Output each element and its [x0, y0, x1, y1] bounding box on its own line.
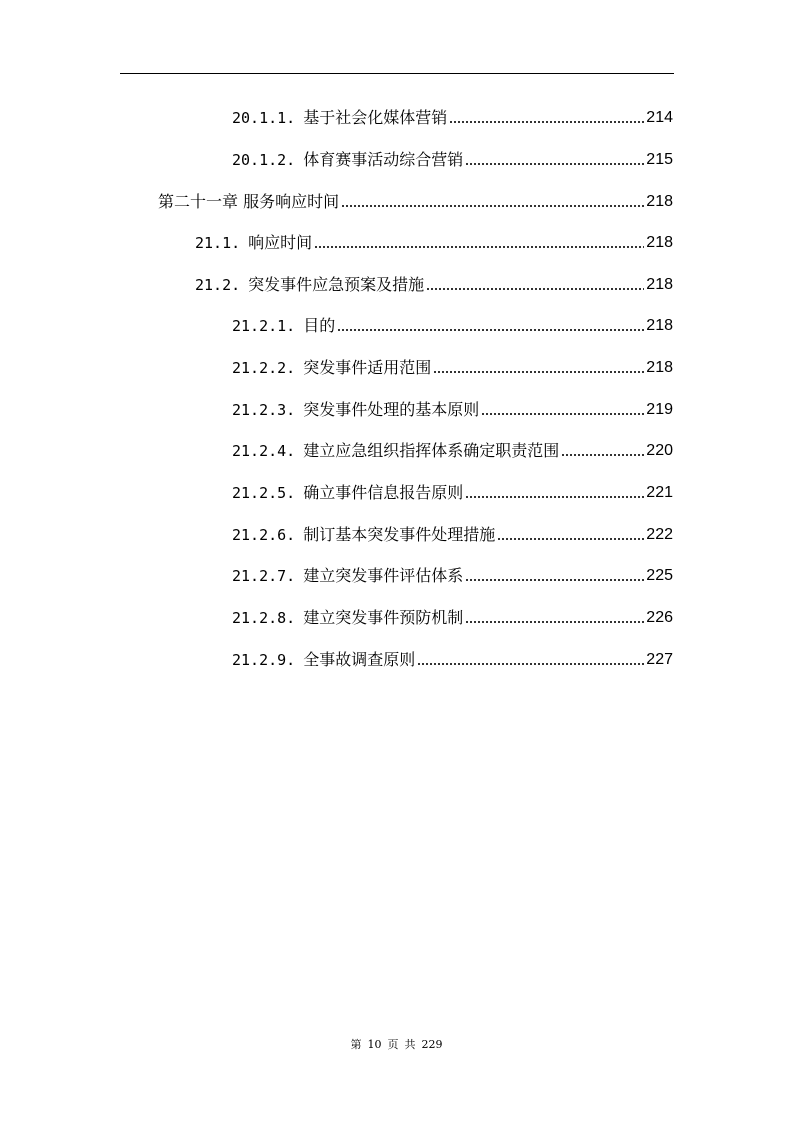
toc-entry-page: 218 — [646, 276, 673, 293]
footer-current-page: 10 — [367, 1038, 382, 1051]
dot-leader — [314, 245, 644, 249]
toc-entry-title: 制订基本突发事件处理措施 — [303, 525, 496, 544]
toc-entry-title: 响应时间 — [248, 233, 313, 252]
footer-total-pages: 229 — [421, 1038, 443, 1051]
toc-entry-title: 确立事件信息报告原则 — [303, 483, 464, 502]
footer-prefix: 第 — [350, 1038, 362, 1051]
toc-entry-number: 21.2.9. — [232, 651, 296, 669]
dot-leader — [417, 662, 644, 666]
toc-entry-number: 20.1.1. — [232, 109, 296, 127]
footer-page-word: 页 — [387, 1038, 399, 1051]
toc-entry-chapter-21[interactable] — [158, 188, 673, 212]
dot-leader — [481, 412, 644, 416]
toc-entry-title: 目的 — [303, 316, 336, 335]
dot-leader — [337, 328, 644, 332]
toc-entry-title: 体育赛事活动综合营销 — [303, 150, 464, 169]
toc-entry-page: 218 — [646, 359, 673, 376]
toc-entry-page: 225 — [646, 567, 673, 584]
dot-leader — [465, 620, 644, 624]
toc-entry-page: 219 — [646, 401, 673, 418]
toc-entry-title: 突发事件适用范围 — [303, 358, 432, 377]
toc-entry-page: 222 — [646, 526, 673, 543]
toc-entry-number: 21.1. — [195, 234, 241, 252]
toc-entry-title: 全事故调查原则 — [303, 650, 416, 669]
toc-entry-page: 221 — [646, 484, 673, 501]
toc-entry-number: 21.2.6. — [232, 526, 296, 544]
toc-entry-title: 建立突发事件评估体系 — [303, 566, 464, 585]
dot-leader — [561, 453, 644, 457]
toc-entry-number: 21.2.8. — [232, 609, 296, 627]
toc-entry-20-1-1[interactable] — [232, 104, 673, 128]
toc-entry-21-2-4[interactable] — [232, 437, 673, 461]
toc-entry-page: 227 — [646, 651, 673, 668]
toc-entry-title: 建立突发事件预防机制 — [303, 608, 464, 627]
toc-entry-page: 226 — [646, 609, 673, 626]
toc-entry-title: 突发事件处理的基本原则 — [303, 400, 480, 419]
toc-entry-page: 218 — [646, 234, 673, 251]
footer-total-word: 共 — [404, 1038, 416, 1051]
toc-entry-21-2[interactable] — [195, 271, 673, 295]
toc-entry-title: 建立应急组织指挥体系确定职责范围 — [303, 441, 560, 460]
dot-leader — [497, 537, 644, 541]
toc-entry-number: 21.2.4. — [232, 442, 296, 460]
toc-entry-number: 21.2.7. — [232, 567, 296, 585]
toc-entry-page: 220 — [646, 442, 673, 459]
toc-entry-21-2-8[interactable] — [232, 604, 673, 628]
dot-leader — [465, 495, 644, 499]
toc-entry-page: 215 — [646, 151, 673, 168]
toc-entry-page: 218 — [646, 317, 673, 334]
toc-entry-title: 突发事件应急预案及措施 — [248, 275, 425, 294]
toc-entry-page: 218 — [646, 193, 673, 210]
dot-leader — [449, 120, 644, 124]
toc-entry-21-2-7[interactable] — [232, 562, 673, 586]
dot-leader — [341, 204, 644, 208]
toc-entry-21-2-6[interactable] — [232, 521, 673, 545]
toc-entry-21-2-1[interactable] — [232, 312, 673, 336]
toc-entry-number: 21.2.1. — [232, 317, 296, 335]
page-footer — [0, 1036, 793, 1052]
toc-entry-20-1-2[interactable] — [232, 146, 673, 170]
dot-leader — [465, 578, 644, 582]
toc-entry-21-2-3[interactable] — [232, 396, 673, 420]
toc-entry-title: 基于社会化媒体营销 — [303, 108, 448, 127]
toc-entry-page: 214 — [646, 109, 673, 126]
dot-leader — [426, 287, 644, 291]
toc-entry-21-2-2[interactable] — [232, 354, 673, 378]
toc-entry-number: 21.2. — [195, 276, 241, 294]
toc-entry-21-2-5[interactable] — [232, 479, 673, 503]
toc-entry-21-2-9[interactable] — [232, 646, 673, 670]
toc-entry-title: 第二十一章 服务响应时间 — [158, 192, 340, 211]
toc-entry-number: 21.2.3. — [232, 401, 296, 419]
dot-leader — [465, 162, 644, 166]
toc-entry-number: 21.2.2. — [232, 359, 296, 377]
toc-entry-21-1[interactable] — [195, 229, 673, 253]
toc-entry-number: 20.1.2. — [232, 151, 296, 169]
toc-entry-number: 21.2.5. — [232, 484, 296, 502]
dot-leader — [433, 370, 644, 374]
